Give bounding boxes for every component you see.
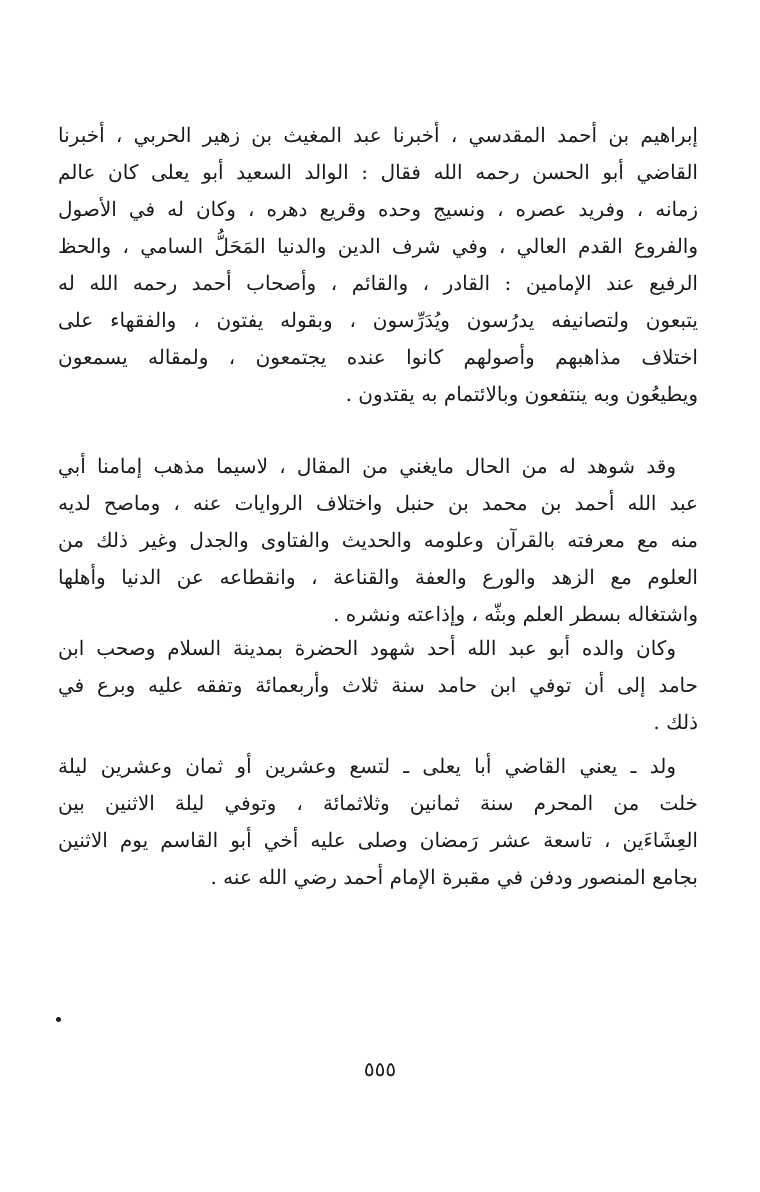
paragraph-2 <box>58 448 698 633</box>
text-line: خلت من المحرم سنة ثمانين وثلاثمائة ، وتوفي ليلة الاثنين بين <box>58 791 698 815</box>
text-line: والفروع القدم العالي ، وفي شرف الدين والدنيا المَحَلُّ السامي ، والحظ <box>58 234 698 258</box>
text-line: يتبعون ولتصانيفه يدرُسون ويُدَرِّسون ، وبقوله يفتون ، والفقهاء على <box>58 308 699 332</box>
paragraph-4 <box>58 748 698 896</box>
paragraph-3 <box>58 630 698 741</box>
text-line: وكان والده أبو عبد الله أحد شهود الحضرة بمدينة السلام وصحب ابن <box>58 636 676 660</box>
text-line: منه مع معرفته بالقرآن وعلومه والحديث والفتاوى والجدل وغير ذلك من <box>58 528 698 552</box>
text-line: الرفيع عند الإمامين : القادر ، والقائم ، وأصحاب أحمد رحمه الله له <box>58 271 698 295</box>
text-line: العِشَاءَين ، تاسعة عشر رَمضان وصلى عليه أخي أبو القاسم يوم الاثنين <box>58 828 698 852</box>
text-line: زمانه ، وفريد عصره ، ونسيج وحده وقريع دهره ، وكان له في الأصول <box>58 197 698 221</box>
text-line: ويطيعُون وبه ينتفعون وبالائتمام به يقتدون . <box>345 382 698 406</box>
text-line: واشتغاله بسطر العلم وبثّه ، وإذاعته ونشره . <box>333 602 698 626</box>
text-line: العلوم مع الزهد والورع والعفة والقناعة ، وانقطاعه عن الدنيا وأهلها <box>58 565 698 589</box>
page-number: ٥٥٥ <box>363 1057 397 1081</box>
text-line: حامد إلى أن توفي ابن حامد سنة ثلاث وأربعمائة وتفقه عليه وبرع في <box>58 673 698 697</box>
text-line: بجامع المنصور ودفن في مقبرة الإمام أحمد رضي الله عنه . <box>210 865 698 889</box>
text-line: وقد شوهد له من الحال مايغني من المقال ، لاسيما مذهب إمامنا أبي <box>58 454 676 478</box>
text-line: اختلاف مذاهبهم وأصولهم كانوا عنده يجتمعون ، ولمقاله يسمعون <box>58 345 698 369</box>
text-line: إبراهيم بن أحمد المقدسي ، أخبرنا عبد المغيث بن زهير الحربي ، أخبرنا <box>58 123 698 147</box>
paragraph-1 <box>58 117 698 413</box>
stray-dot-mark <box>56 1017 61 1022</box>
text-line: القاضي أبو الحسن رحمه الله فقال : الوالد السعيد أبو يعلى كان عالم <box>58 160 698 184</box>
text-line: عبد الله أحمد بن محمد بن حنبل واختلاف الروايات عنه ، وماصح لديه <box>58 491 698 515</box>
text-line: ذلك . <box>653 710 698 734</box>
text-line: ولد ـ يعني القاضي أبا يعلى ـ لتسع وعشرين أو ثمان وعشرين ليلة <box>58 754 676 778</box>
